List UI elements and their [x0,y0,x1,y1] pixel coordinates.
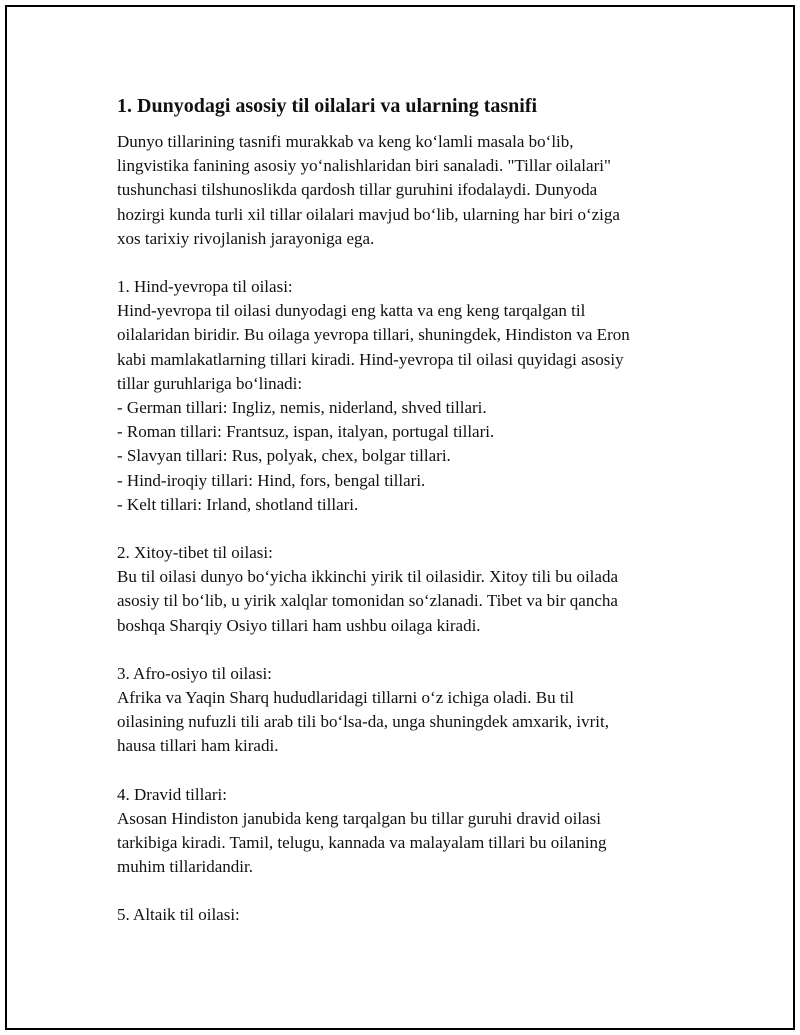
section-line: kabi mamlakatlarning tillari kiradi. Hind-yevropa til oilasi quyidagi asosiy [117,349,624,369]
section-line: Asosan Hindiston janubida keng tarqalgan bu tillar guruhi dravid oilasi [117,808,601,828]
section-heading: 5. Altaik til oilasi: [117,905,240,925]
section-dravidian [117,783,697,880]
section-line: Afrika va Yaqin Sharq hududlaridagi tillarni oʻz ichiga oladi. Bu til [117,688,575,708]
section-sino-tibetan [117,541,697,638]
section-heading: 4. Dravid tillari: [117,784,228,804]
paragraph-gap [117,879,697,903]
section-afro-asiatic [117,662,697,759]
list-item: - Kelt tillari: Irland, shotland tillari. [117,494,359,514]
intro-line: Dunyo tillarining tasnifi murakkab va keng koʻlamli masala boʻlib, [117,132,574,151]
intro-line: xos tarixiy rivojlanish jarayoniga ega. [117,228,375,248]
intro-line: tushunchasi tilshunoslikda qardosh tillar guruhini ifodalaydi. Dunyoda [117,180,598,200]
section-heading: 2. Xitoy-tibet til oilasi: [117,543,273,563]
section-line: Bu til oilasi dunyo boʻyicha ikkinchi yirik til oilasidir. Xitoy tili bu oilada [117,567,618,587]
paragraph-gap [117,251,697,275]
document-content [117,93,697,928]
paragraph-gap [117,517,697,541]
section-line: muhim tillaridandir. [117,857,253,877]
section-line: oilalaridan biridir. Bu oilaga yevropa tillari, shuningdek, Hindiston va Eron [117,325,630,345]
section-line: Hind-yevropa til oilasi dunyodagi eng katta va eng keng tarqalgan til [117,301,586,321]
paragraph-gap [117,759,697,783]
section-altaic [117,903,697,927]
intro-line: hozirgi kunda turli xil tillar oilalari mavjud boʻlib, ularning har biri oʻziga [117,204,620,224]
section-heading: 3. Afro-osiyo til oilasi: [117,663,272,683]
section-line: hausa tillari ham kiradi. [117,736,279,756]
language-group-list [117,396,697,517]
intro-paragraph [117,130,697,251]
intro-line: lingvistika fanining asosiy yoʻnalishlaridan biri sanaladi. "Tillar oilalari" [117,156,611,176]
list-item: - Slavyan tillari: Rus, polyak, chex, bolgar tillari. [117,446,451,466]
section-line: tarkibiga kiradi. Tamil, telugu, kannada va malayalam tillari bu oilaning [117,833,607,853]
section-indo-european [117,275,697,517]
list-item: - German tillari: Ingliz, nemis, niderland, shved tillari. [117,398,487,418]
document-title: 1. Dunyodagi asosiy til oilalari va ularning tasnifi [117,95,538,117]
section-line: oilasining nufuzli tili arab tili boʻlsa-da, unga shuningdek amxarik, ivrit, [117,712,609,732]
list-item: - Roman tillari: Frantsuz, ispan, italyan, portugal tillari. [117,422,495,442]
section-line: asosiy til boʻlib, u yirik xalqlar tomonidan soʻzlanadi. Tibet va bir qancha [117,591,618,611]
paragraph-gap [117,638,697,662]
section-heading: 1. Hind-yevropa til oilasi: [117,277,293,297]
list-item: - Hind-iroqiy tillari: Hind, fors, bengal tillari. [117,470,426,490]
section-line: tillar guruhlariga boʻlinadi: [117,373,303,393]
section-line: boshqa Sharqiy Osiyo tillari ham ushbu oilaga kiradi. [117,615,481,635]
